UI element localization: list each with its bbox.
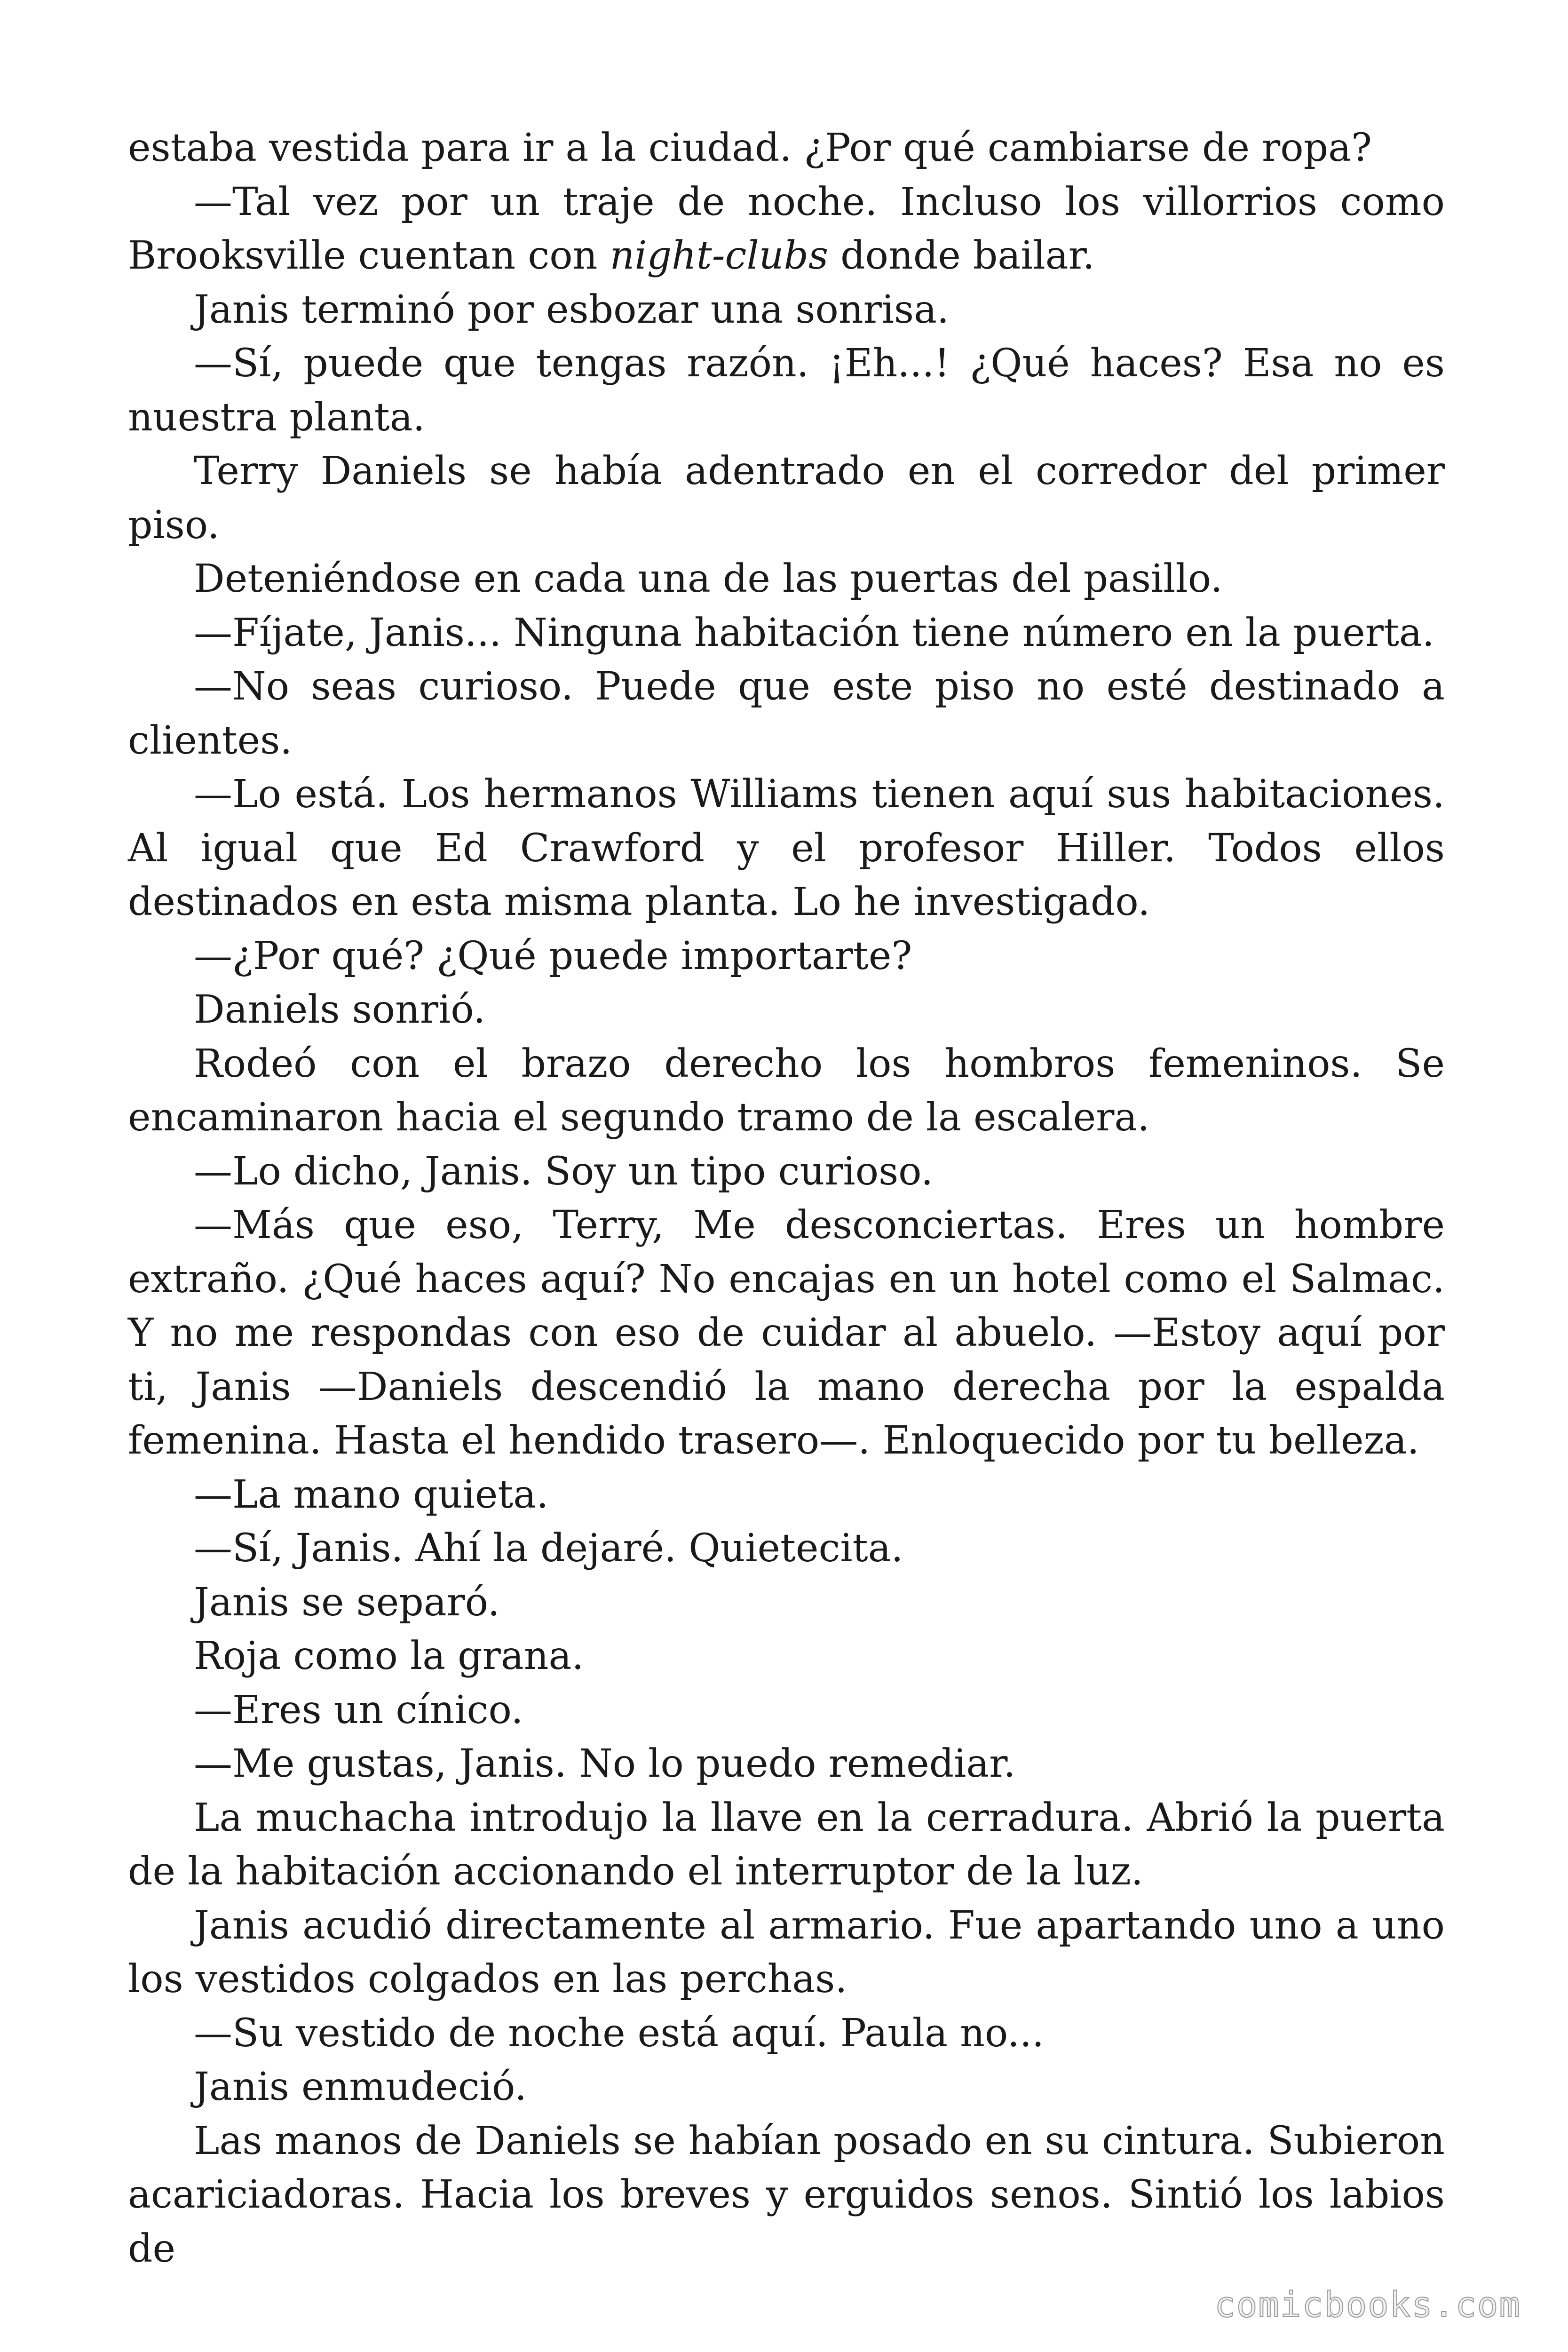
paragraph: —Lo dicho, Janis. Soy un tipo curioso. [194, 1149, 934, 1194]
italic-term: night-clubs [610, 233, 829, 278]
paragraph: —Más que eso, Terry, Me desconciertas. Eres un hombre extraño. ¿Qué haces aquí? No encajas en un hotel como el Salmac. Y no me respondas con eso de cuidar al abuelo. —Estoy aquí por ti, Janis —Daniels descendió la mano derecha por la espalda femenina. Hasta el hendido trasero—. Enloquecido por tu belleza. [128, 1203, 1445, 1463]
paragraph: Daniels sonrió. [194, 987, 486, 1032]
paragraph: La muchacha introdujo la llave en la cerradura. Abrió la puerta de la habitación accionando el interruptor de la luz. [128, 1795, 1445, 1894]
paragraph: —Me gustas, Janis. No lo puedo remediar. [194, 1741, 1016, 1786]
paragraph: Janis se separó. [194, 1580, 500, 1625]
paragraph: Deteniéndose en cada una de las puertas del pasillo. [194, 556, 1223, 601]
paragraph: Rodeó con el brazo derecho los hombros femeninos. Se encaminaron hacia el segundo tramo de la escalera. [128, 1041, 1445, 1140]
paragraph: Roja como la grana. [194, 1634, 584, 1678]
paragraph: —Lo está. Los hermanos Williams tienen aquí sus habitaciones. Al igual que Ed Crawford y el profesor Hiller. Todos ellos destinados en esta misma planta. Lo he investigado. [128, 772, 1445, 924]
paragraph: —Su vestido de noche está aquí. Paula no... [194, 2010, 1045, 2056]
paragraph: Janis enmudeció. [194, 2065, 527, 2109]
paragraph: —¿Por qué? ¿Qué puede importarte? [194, 933, 912, 978]
paragraph: —Tal vez por un traje de noche. Incluso los villorrios como Brooksville cuentan con night-clubs donde bailar. [128, 179, 1445, 278]
paragraph: —Sí, Janis. Ahí la dejaré. Quietecita. [194, 1526, 903, 1571]
watermark: comicbooks.com [1214, 2285, 1521, 2325]
paragraph: —Eres un cínico. [194, 1687, 523, 1732]
paragraph: —Sí, puede que tengas razón. ¡Eh...! ¿Qué haces? Esa no es nuestra planta. [128, 341, 1445, 440]
paragraph: Terry Daniels se había adentrado en el corredor del primer piso. [128, 449, 1445, 548]
paragraph: estaba vestida para ir a la ciudad. ¿Por qué cambiarse de ropa? [128, 126, 1372, 170]
paragraph: —No seas curioso. Puede que este piso no esté destinado a clientes. [128, 664, 1445, 763]
paragraph: —La mano quieta. [194, 1472, 549, 1517]
paragraph: —Fíjate, Janis... Ninguna habitación tiene número en la puerta. [194, 610, 1434, 655]
page-body [128, 121, 1445, 2276]
paragraph: Janis acudió directamente al armario. Fue apartando uno a uno los vestidos colgados en las perchas. [128, 1903, 1445, 2002]
paragraph: Janis terminó por esbozar una sonrisa. [194, 287, 950, 332]
paragraph: Las manos de Daniels se habían posado en su cintura. Subieron acariciadoras. Hacia los breves y erguidos senos. Sintió los labios de [128, 2118, 1445, 2271]
